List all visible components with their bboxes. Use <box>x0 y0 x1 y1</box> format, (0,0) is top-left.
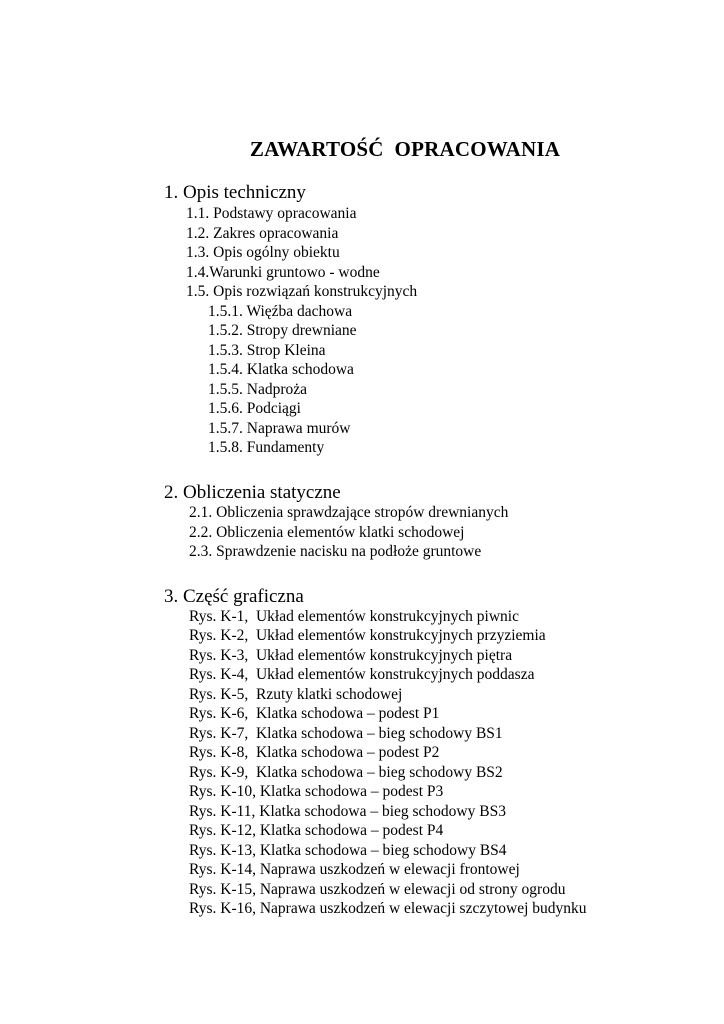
drawing-item: Rys. K-10, Klatka schodowa – podest P3 <box>189 783 444 800</box>
toc-subitem: 1.5.7. Naprawa murów <box>208 420 351 437</box>
section-heading-3: 3. Część graficzna <box>164 586 304 607</box>
drawing-item: Rys. K-2, Układ elementów konstrukcyjnych przyziemia <box>189 627 546 644</box>
drawing-item: Rys. K-13, Klatka schodowa – bieg schodowy BS4 <box>189 842 507 859</box>
toc-item: 2.3. Sprawdzenie nacisku na podłoże gruntowe <box>189 543 482 560</box>
drawing-item: Rys. K-16, Naprawa uszkodzeń w elewacji szczytowej budynku <box>189 900 587 917</box>
toc-item: 2.1. Obliczenia sprawdzające stropów drewnianych <box>189 504 509 521</box>
drawing-item: Rys. K-1, Układ elementów konstrukcyjnych piwnic <box>189 608 519 625</box>
section-heading-1: 1. Opis techniczny <box>164 182 306 203</box>
toc-item: 1.3. Opis ogólny obiektu <box>186 244 340 261</box>
toc-subitem: 1.5.3. Strop Kleina <box>208 342 326 359</box>
drawing-item: Rys. K-4, Układ elementów konstrukcyjnych poddasza <box>189 666 535 683</box>
toc-subitem: 1.5.2. Stropy drewniane <box>208 322 357 339</box>
toc-subitem: 1.5.6. Podciągi <box>208 400 301 417</box>
toc-subitem: 1.5.5. Nadproża <box>208 381 307 398</box>
toc-item: 1.1. Podstawy opracowania <box>186 205 357 222</box>
drawing-item: Rys. K-9, Klatka schodowa – bieg schodowy BS2 <box>189 764 503 781</box>
toc-subitem: 1.5.1. Więźba dachowa <box>208 303 353 320</box>
toc-item: 2.2. Obliczenia elementów klatki schodowej <box>189 524 465 541</box>
section-heading-2: 2. Obliczenia statyczne <box>164 482 341 503</box>
drawing-item: Rys. K-11, Klatka schodowa – bieg schodowy BS3 <box>189 803 506 820</box>
document-title: ZAWARTOŚĆ OPRACOWANIA <box>249 137 561 161</box>
toc-item: 1.2. Zakres opracowania <box>186 225 339 242</box>
toc-item: 1.5. Opis rozwiązań konstrukcyjnych <box>186 283 418 300</box>
drawing-item: Rys. K-7, Klatka schodowa – bieg schodowy BS1 <box>189 725 503 742</box>
drawing-item: Rys. K-14, Naprawa uszkodzeń w elewacji frontowej <box>189 861 520 878</box>
drawing-item: Rys. K-3, Układ elementów konstrukcyjnych piętra <box>189 647 513 664</box>
toc-subitem: 1.5.8. Fundamenty <box>208 439 325 456</box>
drawing-item: Rys. K-6, Klatka schodowa – podest P1 <box>189 705 440 722</box>
drawing-item: Rys. K-8, Klatka schodowa – podest P2 <box>189 744 440 761</box>
toc-subitem: 1.5.4. Klatka schodowa <box>208 361 354 378</box>
drawing-item: Rys. K-15, Naprawa uszkodzeń w elewacji od strony ogrodu <box>189 881 566 898</box>
drawing-item: Rys. K-5, Rzuty klatki schodowej <box>189 686 403 703</box>
drawing-item: Rys. K-12, Klatka schodowa – podest P4 <box>189 822 444 839</box>
toc-item: 1.4.Warunki gruntowo - wodne <box>186 264 380 281</box>
